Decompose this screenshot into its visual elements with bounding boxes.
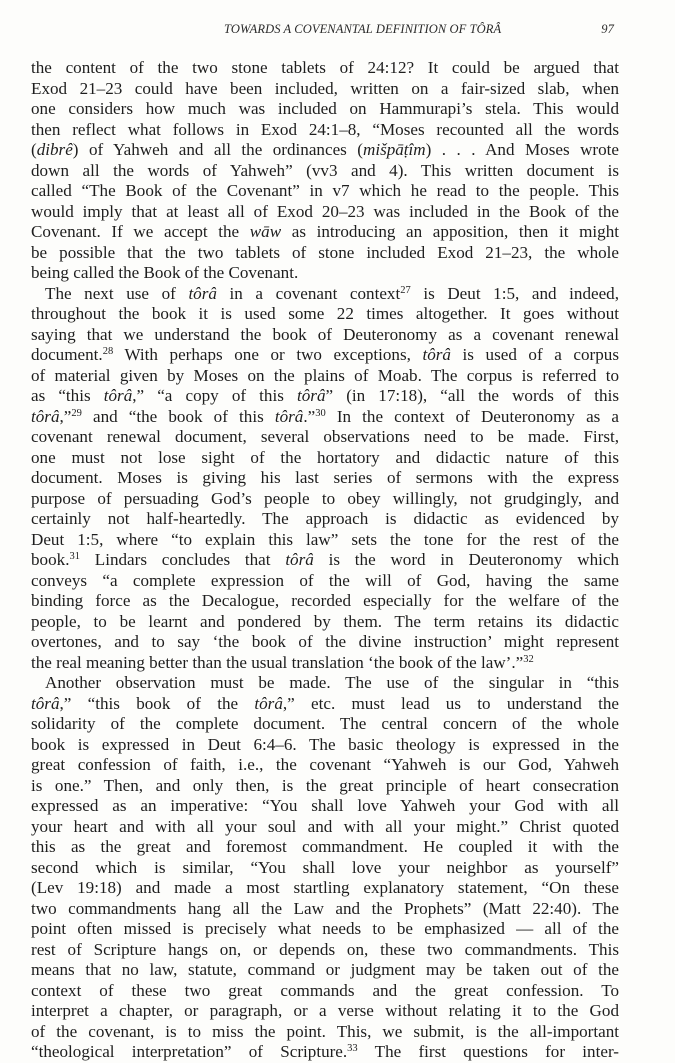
text-run: throughout the book it is used some 22 times altogether. It goes without	[31, 304, 619, 323]
text-line	[31, 120, 619, 141]
running-head-title: TOWARDS A COVENANTAL DEFINITION OF TÔRÂ	[224, 22, 502, 36]
text-run: Exod 21–23 could have been included, written on a fair-sized slab, when	[31, 78, 619, 98]
italic-term: tôrâ	[188, 283, 217, 303]
text-line	[31, 899, 619, 920]
italic-term: tôrâ	[31, 406, 60, 426]
footnote-ref: 32	[523, 653, 534, 665]
footnote-ref: 31	[69, 551, 80, 563]
text-line	[31, 612, 619, 633]
text-run: document. Moses is giving his last series of sermons with the express	[31, 468, 619, 487]
paragraph	[31, 58, 619, 284]
text-run: second which is similar, “You shall love your neighbor as yourself”	[31, 857, 619, 877]
italic-term: mišpāṭîm	[362, 140, 426, 159]
italic-term: tôrâ	[422, 345, 451, 364]
text-line	[31, 960, 619, 981]
text-run: is one.” Then, and only then, is the great principle of heart consecration	[31, 775, 619, 795]
text-run: one considers how much was included on Hammurapi’s stela. This would	[31, 99, 619, 118]
text-run: In the context of Deuteronomy as a	[325, 406, 620, 426]
text-run: ) . . . And Moses wrote	[425, 140, 619, 159]
text-run: your heart and with all your soul and with all your might.” Christ quoted	[31, 816, 619, 836]
text-run: book.	[31, 550, 70, 569]
footnote-ref: 30	[315, 407, 326, 419]
text-line	[31, 837, 619, 858]
text-line	[31, 591, 619, 612]
text-run: in a covenant context	[216, 283, 401, 303]
text-run: solidarity of the complete document. The central concern of the whole	[31, 714, 619, 733]
text-run: ” (in 17:18), “all the words of this	[325, 386, 620, 405]
text-run: Another observation must be made. The use of the singular in “this	[45, 673, 619, 692]
text-run: would imply that at least all of Exod 20–23 was included in the Book of the	[31, 201, 619, 221]
text-run: being called the Book of the Covenant.	[31, 263, 299, 282]
text-run: binding force as the Decalogue, recorded especially for the welfare of the	[31, 591, 619, 610]
text-run: means that no law, statute, command or judgment may be taken out of the	[31, 960, 619, 979]
text-line	[31, 817, 619, 838]
text-run: The first questions for inter-	[357, 1042, 619, 1061]
text-run: of the covenant, is to miss the point. This, we submit, is the all-important	[31, 1021, 619, 1041]
text-line	[31, 304, 619, 325]
text-line	[31, 530, 619, 551]
text-line	[31, 58, 619, 79]
text-line	[31, 694, 619, 715]
text-run: of material given by Moses on the plains of Moab. The corpus is referred to	[31, 365, 619, 385]
text-line	[31, 263, 619, 284]
text-run: the content of the two stone tablets of 24:12? It could be argued that	[31, 58, 619, 77]
italic-term: dibrê	[36, 140, 73, 159]
text-line	[31, 468, 619, 489]
text-run: purpose of persuading God’s people to obey willingly, not grudgingly, and	[31, 488, 619, 508]
text-line	[31, 509, 619, 530]
text-run: ,”	[59, 406, 72, 426]
text-line	[31, 1022, 619, 1043]
paragraph	[31, 284, 619, 674]
footnote-ref: 33	[347, 1043, 358, 1055]
text-line	[31, 755, 619, 776]
italic-term: tôrâ	[297, 386, 326, 405]
running-head	[224, 22, 614, 37]
text-run: book is expressed in Deut 6:4–6. The basic theology is expressed in the	[31, 734, 619, 754]
text-run: expressed as an imperative: “You shall love Yahweh your God with all	[31, 796, 619, 815]
text-run: document.	[31, 345, 103, 364]
text-line	[31, 940, 619, 961]
text-line	[31, 222, 619, 243]
text-run: The next use of	[45, 283, 189, 303]
italic-term: tôrâ	[274, 406, 304, 426]
text-run: called “The Book of the Covenant” in v7 which he read to the people. This	[31, 181, 619, 200]
text-line	[31, 632, 619, 653]
text-line	[31, 981, 619, 1002]
text-run: is used of a corpus	[450, 345, 619, 364]
text-run: ,” “a copy of this	[132, 386, 297, 405]
text-line	[31, 571, 619, 592]
paragraph	[31, 673, 619, 1063]
text-run: interpret a chapter, or paragraph, or a verse without relating it to the God	[31, 1001, 619, 1020]
text-run: as introducing an apposition, then it might	[281, 222, 619, 241]
page-number: 97	[601, 22, 614, 36]
text-line	[31, 99, 619, 120]
text-run: (	[31, 140, 37, 159]
text-line	[31, 202, 619, 223]
text-run: point often missed is precisely what needs to be emphasized — all of the	[31, 919, 619, 938]
text-line	[31, 366, 619, 387]
text-line	[31, 407, 619, 428]
text-run: rest of Scripture hangs on, or depends on, these two commandments. This	[31, 939, 619, 959]
text-run: certainly not half-heartedly. The approach is didactic as evidenced by	[31, 509, 619, 528]
text-line	[31, 345, 619, 366]
text-run: (Lev 19:18) and made a most startling explanatory statement, “On these	[31, 878, 619, 897]
text-run: this as the great and foremost commandment. He coupled it with the	[31, 837, 619, 856]
text-run: down all the words of Yahweh” (vv3 and 4). This written document is	[31, 160, 619, 180]
text-run: ,” “this book of the	[59, 693, 255, 713]
text-run: one must not lose sight of the hortatory and didactic nature of this	[31, 447, 619, 467]
text-run: be possible that the two tablets of stone included Exod 21–23, the whole	[31, 242, 619, 262]
text-run: Covenant. If we accept the	[31, 222, 250, 241]
body-text	[31, 58, 619, 1063]
text-line	[31, 735, 619, 756]
italic-term: tôrâ	[103, 386, 133, 405]
text-run: ) of Yahweh and all the ordinances (	[72, 140, 363, 159]
text-line	[31, 325, 619, 346]
text-line	[31, 878, 619, 899]
text-run: covenant renewal document, several observations need to be made. First,	[31, 427, 619, 446]
text-run: overtones, and to say ‘the book of the divine instruction’ might represent	[31, 632, 619, 651]
text-line	[31, 140, 619, 161]
text-run: “theological interpretation” of Scripture.	[31, 1042, 348, 1061]
text-line	[31, 673, 619, 694]
text-run: is the word in Deuteronomy which	[313, 550, 619, 569]
text-run: the real meaning better than the usual translation ‘the book of the law’.”	[31, 652, 524, 672]
text-run: and “the book of this	[81, 406, 275, 426]
text-run: great confession of faith, i.e., the covenant “Yahweh is our God, Yahweh	[31, 755, 619, 774]
text-run: conveys “a complete expression of the will of God, having the same	[31, 570, 619, 590]
text-line	[31, 776, 619, 797]
text-line	[31, 181, 619, 202]
italic-term: tôrâ	[31, 693, 60, 713]
text-line	[31, 1042, 619, 1063]
text-line	[31, 714, 619, 735]
text-run: Lindars concludes that	[79, 550, 286, 569]
text-line	[31, 919, 619, 940]
text-run: saying that we understand the book of Deuteronomy as a covenant renewal	[31, 324, 619, 344]
text-run: ,” etc. must lead us to understand the	[282, 693, 619, 713]
text-line	[31, 284, 619, 305]
text-line	[31, 79, 619, 100]
text-line	[31, 243, 619, 264]
text-run: is Deut 1:5, and indeed,	[410, 283, 619, 303]
text-line	[31, 550, 619, 571]
footnote-ref: 29	[71, 407, 82, 419]
text-line	[31, 386, 619, 407]
text-line	[31, 161, 619, 182]
text-line	[31, 653, 619, 674]
text-line	[31, 489, 619, 510]
text-run: With perhaps one or two exceptions,	[113, 345, 423, 364]
text-run: people, to be learnt and pondered by them. The term retains its didactic	[31, 611, 619, 631]
text-run: Deut 1:5, where “to explain this law” sets the tone for the rest of the	[31, 529, 619, 549]
text-run: then reflect what follows in Exod 24:1–8, “Moses recounted all the words	[31, 119, 619, 139]
text-line	[31, 796, 619, 817]
text-line	[31, 448, 619, 469]
text-line	[31, 858, 619, 879]
text-run: two commandments hang all the Law and the Prophets” (Matt 22:40). The	[31, 898, 619, 918]
footnote-ref: 27	[400, 284, 411, 296]
text-run: .”	[303, 406, 316, 426]
text-run: context of these two great commands and the great confession. To	[31, 980, 619, 1000]
footnote-ref: 28	[102, 346, 114, 358]
italic-term: wāw	[249, 222, 282, 241]
text-run: as “this	[31, 386, 104, 405]
text-line	[31, 427, 619, 448]
text-line	[31, 1001, 619, 1022]
italic-term: tôrâ	[285, 550, 314, 569]
italic-term: tôrâ	[254, 693, 283, 713]
